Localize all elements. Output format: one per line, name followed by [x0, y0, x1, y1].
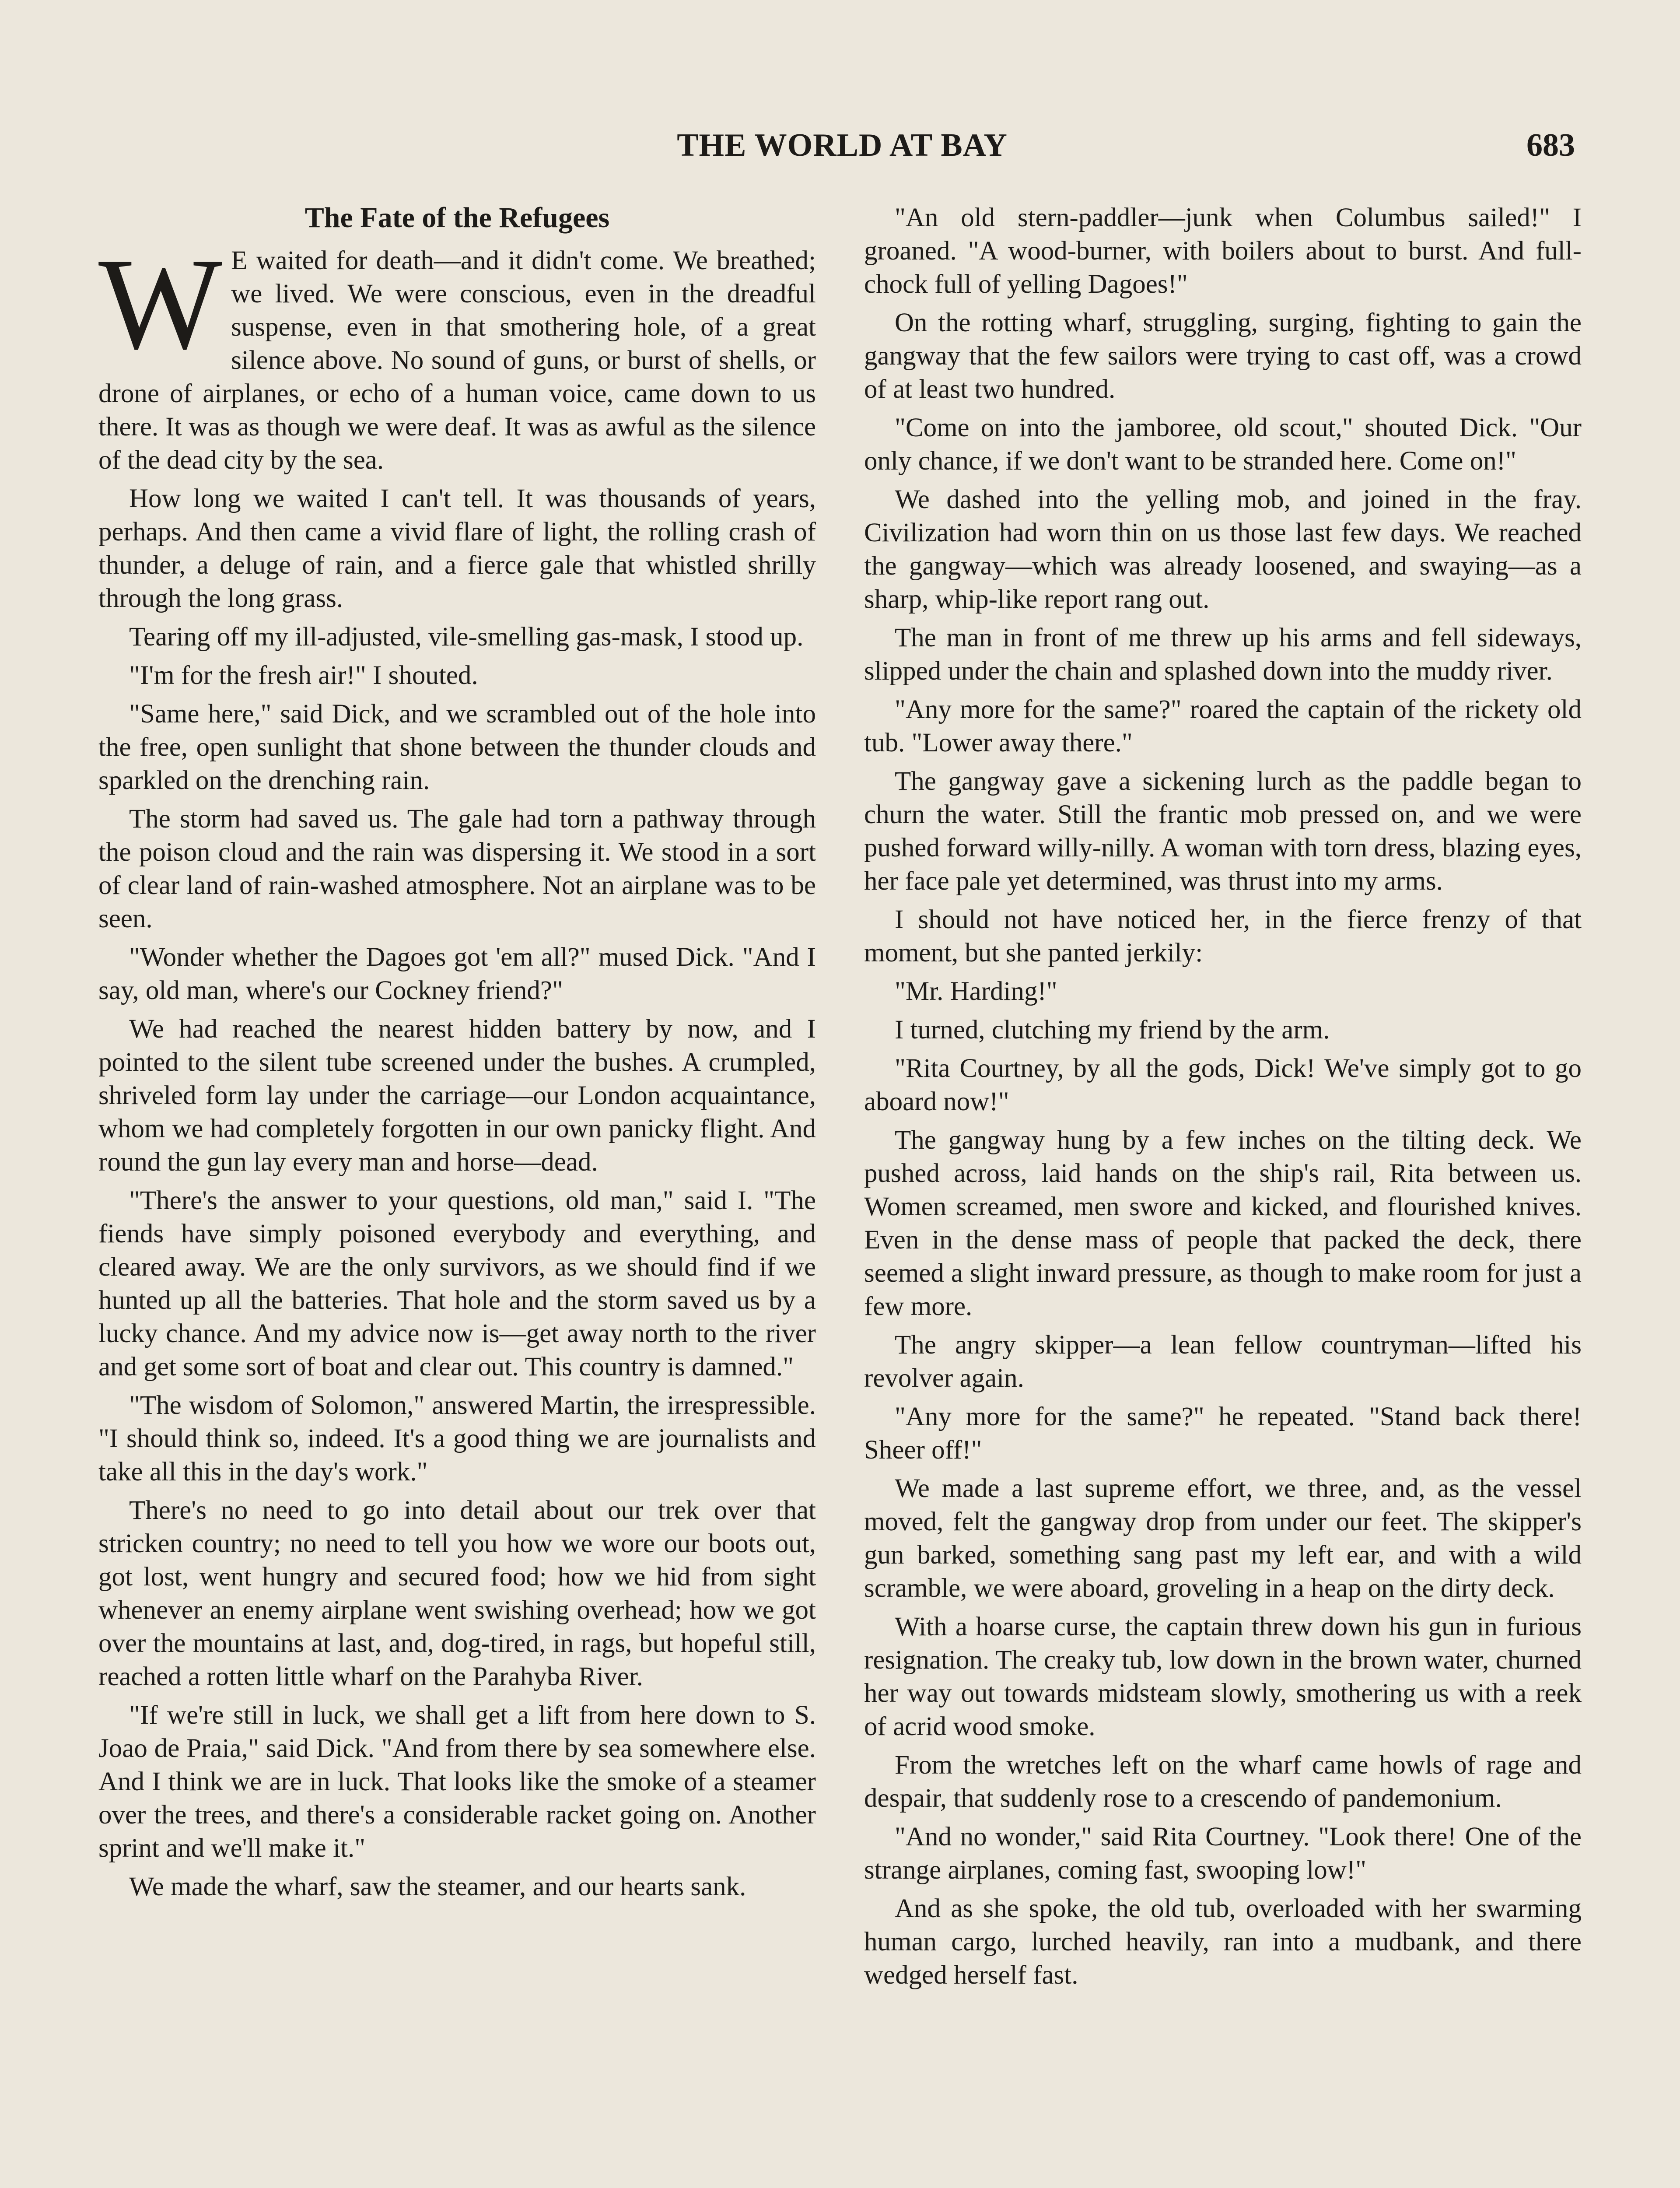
paragraph: "An old stern-paddler—junk when Columbus sailed!" I groaned. "A wood-burner, with boilers about to burst. And full-chock full of yelling Dagoes!": [864, 203, 1582, 299]
paragraph: "Rita Courtney, by all the gods, Dick! We've simply got to go aboard now!": [864, 1054, 1582, 1116]
paragraph: The man in front of me threw up his arms and fell sideways, slipped under the chain and splashed down into the muddy river.: [864, 623, 1582, 686]
paragraph: "There's the answer to your questions, old man," said I. "The fiends have simply poisoned everybody and everything, and cleared away. We are the only survivors, as we should find if we hunted up all the batteries. That hole and the storm saved us by a lucky chance. And my advice now is—get away north to the river and get some sort of boat and clear out. This country is damned.": [98, 1186, 816, 1382]
paragraph: With a hoarse curse, the captain threw down his gun in furious resignation. The creaky tub, low down in the brown water, churned her way out towards midsteam slowly, smothering us with a reek of acrid wood smoke.: [864, 1612, 1582, 1741]
drop-cap: W: [98, 231, 223, 376]
paragraph: "If we're still in luck, we shall get a lift from here down to S. Joao de Praia," said Dick. "And from there by sea somewhere else. And I think we are in luck. That looks like the smoke of a steamer over the trees, and there's a considerable racket going on. Another sprint and we'll make it.": [98, 1701, 816, 1863]
paragraph: How long we waited I can't tell. It was thousands of years, perhaps. And then came a vivid flare of light, the rolling crash of thunder, a deluge of rain, and a fierce gale that whistled shrilly through the long grass.: [98, 484, 816, 613]
paragraph: The storm had saved us. The gale had torn a pathway through the poison cloud and the rain was dispersing it. We stood in a sort of clear land of rain-washed atmosphere. Not an airplane was to be seen.: [98, 804, 816, 933]
paragraph: Tearing off my ill-adjusted, vile-smelling gas-mask, I stood up.: [129, 622, 804, 652]
paragraph: The gangway hung by a few inches on the tilting deck. We pushed across, laid hands on the ship's rail, Rita between us. Women screamed, men swore and kicked, and flourished knives. Even in the dense mass of people that packed the deck, there seemed a slight inward pressure, as though to make room for just a few more.: [864, 1126, 1582, 1321]
running-head: [96, 123, 1588, 171]
paragraph-text: E waited for death—and it didn't come. We breathed; we lived. We were conscious, even in the dreadful suspense, even in that smothering hole, of a great silence above. No sound of guns, or burst of shells, or drone of airplanes, or echo of a human voice, came down to us there. It was as though we were deaf. It was as awful as the silence of the dead city by the sea.: [98, 246, 816, 475]
paragraph: "Any more for the same?" he repeated. "Stand back there! Sheer off!": [864, 1402, 1582, 1465]
paragraph: "And no wonder," said Rita Courtney. "Look there! One of the strange airplanes, coming fast, swooping low!": [864, 1822, 1582, 1885]
running-title: THE WORLD AT BAY: [677, 127, 1008, 163]
paragraph: "The wisdom of Solomon," answered Martin, the irrespressible. "I should think so, indeed. It's a good thing we are journalists and take all this in the day's work.": [98, 1391, 816, 1487]
page-number: 683: [1526, 127, 1575, 163]
paragraph: We had reached the nearest hidden battery by now, and I pointed to the silent tube screened under the bushes. A crumpled, shriveled form lay under the carriage—our London acquaintance, whom we had completely forgotten in our own panicky flight. And round the gun lay every man and horse—dead.: [98, 1014, 816, 1177]
paragraph: "Wonder whether the Dagoes got 'em all?" mused Dick. "And I say, old man, where's our Cockney friend?": [98, 943, 816, 1005]
paragraph: "Same here," said Dick, and we scrambled out of the hole into the free, open sunlight that shone between the thunder clouds and sparkled on the drenching rain.: [98, 699, 816, 795]
left-column: [98, 201, 816, 1909]
paragraph: On the rotting wharf, struggling, surging, fighting to gain the gangway that the few sailors were trying to cast off, was a crowd of at least two hundred.: [864, 308, 1582, 404]
paragraph: From the wretches left on the wharf came howls of rage and despair, that suddenly rose to a crescendo of pandemonium.: [864, 1750, 1582, 1813]
paragraph: I should not have noticed her, in the fierce frenzy of that moment, but she panted jerkily:: [864, 905, 1582, 968]
paragraph: I turned, clutching my friend by the arm.: [895, 1015, 1330, 1045]
paragraph: And as she spoke, the old tub, overloaded with her swarming human cargo, lurched heavily, ran into a mudbank, and there wedged herself fast.: [864, 1894, 1582, 1990]
paragraph: The gangway gave a sickening lurch as the paddle began to churn the water. Still the frantic mob pressed on, and we were pushed forward willy-nilly. A woman with torn dress, blazing eyes, her face pale yet determined, was thrust into my arms.: [864, 767, 1582, 896]
paragraph: The angry skipper—a lean fellow countryman—lifted his revolver again.: [864, 1330, 1582, 1393]
paragraph: "Mr. Harding!": [895, 977, 1057, 1006]
section-heading: The Fate of the Refugees: [304, 202, 610, 234]
paragraph: We dashed into the yelling mob, and joined in the fray. Civilization had worn thin on us those last few days. We reached the gangway—which was already loosened, and swaying—as a sharp, whip-like report rang out.: [864, 485, 1582, 614]
paragraph: "Come on into the jamboree, old scout," shouted Dick. "Our only chance, if we don't want to be stranded here. Come on!": [864, 413, 1582, 476]
right-column: [864, 201, 1582, 1997]
paragraph: "I'm for the fresh air!" I shouted.: [129, 661, 478, 690]
paragraph: [98, 231, 816, 477]
paragraph: There's no need to go into detail about our trek over that stricken country; no need to tell you how we wore our boots out, got lost, went hungry and secured food; how we hid from sight whenever an enemy airplane went swishing overhead; how we got over the mountains at last, and, dog-tired, in rags, but hopeful still, reached a rotten little wharf on the Parahyba River.: [98, 1496, 816, 1691]
paragraph: We made a last supreme effort, we three, and, as the vessel moved, felt the gangway drop from under our feet. The skipper's gun barked, something sang past my left ear, and with a wild scramble, we were aboard, groveling in a heap on the dirty deck.: [864, 1474, 1582, 1603]
paragraph: We made the wharf, saw the steamer, and our hearts sank.: [129, 1872, 746, 1901]
paragraph: "Any more for the same?" roared the captain of the rickety old tub. "Lower away there.": [864, 695, 1582, 757]
